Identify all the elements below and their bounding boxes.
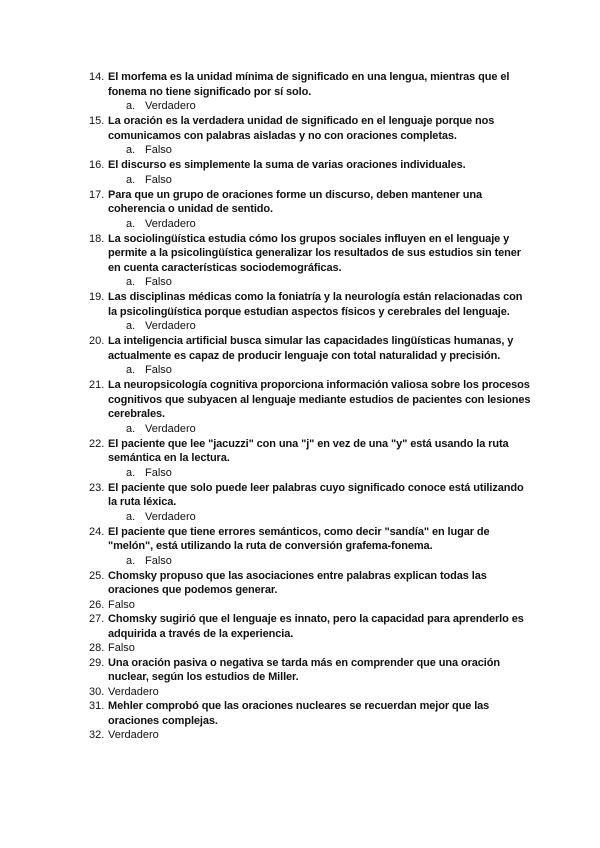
answer-14	[0, 99, 600, 114]
item-30	[0, 685, 600, 700]
question-27	[0, 612, 600, 641]
item-32	[0, 728, 600, 743]
question-29	[0, 656, 600, 685]
answer-18	[0, 275, 600, 290]
question-18	[0, 232, 600, 276]
answer-text: Verdadero	[145, 100, 196, 112]
question-number: 19.	[89, 291, 105, 303]
answer-16	[0, 173, 600, 188]
answer-15	[0, 143, 600, 158]
answer-text: Falso	[145, 364, 172, 376]
answer-text: Verdadero	[145, 422, 196, 435]
question-text: El discurso es simplemente la suma de varias oraciones individuales.	[108, 159, 466, 171]
answer-letter: a.	[126, 364, 136, 376]
question-text: Mehler comprobó que las oraciones nucleares se recuerdan mejor que las oraciones complejas.	[108, 700, 490, 727]
question-text: El paciente que solo puede leer palabras cuyo significado conoce está utilizando la ruta léxica.	[108, 481, 524, 508]
answer-24	[0, 554, 600, 569]
question-number: 17.	[89, 188, 105, 201]
question-text: Para que un grupo de oraciones forme un discurso, deben mantener una coherencia o unidad de sentido.	[108, 188, 482, 215]
question-number: 22.	[89, 437, 105, 450]
answer-letter: a.	[126, 217, 136, 230]
question-number: 29.	[89, 656, 105, 669]
answer-letter: a.	[126, 510, 136, 523]
question-number: 31.	[89, 700, 105, 712]
question-text: Chomsky sugirió que el lenguaje es innato, pero la capacidad para aprenderlo es adquirida a través de la experiencia.	[108, 613, 524, 640]
answer-text: Falso	[145, 144, 172, 156]
answer-text: Verdadero	[108, 685, 159, 698]
answer-21	[0, 422, 600, 437]
item-number: 28.	[89, 642, 105, 654]
answer-letter: a.	[126, 276, 136, 288]
answer-text: Falso	[145, 554, 172, 567]
question-text: La sociolingüística estudia cómo los grupos sociales influyen en el lenguaje y permite a la psicolingüística generalizar los resultados de sus estudios sin tener en cuenta características sociodemográficas.	[108, 232, 521, 274]
question-20	[0, 334, 600, 363]
question-number: 15.	[89, 115, 105, 127]
item-26	[0, 598, 600, 613]
item-number: 30.	[89, 685, 105, 698]
answer-text: Falso	[108, 598, 135, 611]
question-number: 18.	[89, 232, 105, 245]
question-number: 16.	[89, 159, 105, 171]
question-number: 23.	[89, 481, 105, 494]
question-number: 24.	[89, 525, 105, 538]
question-text: La oración es la verdadera unidad de significado en el lenguaje porque nos comunicamos con palabras aisladas y no con oraciones completas.	[108, 115, 495, 142]
answer-23	[0, 510, 600, 525]
question-number: 21.	[89, 379, 105, 391]
answer-text: Verdadero	[145, 217, 196, 230]
question-text: El paciente que lee "jacuzzi" con una "j" en vez de una "y" está usando la ruta semántica en la lectura.	[108, 437, 509, 464]
question-19	[0, 290, 600, 319]
question-number: 25.	[89, 569, 105, 582]
answer-letter: a.	[126, 173, 136, 186]
answer-text: Verdadero	[108, 729, 159, 741]
question-text: La inteligencia artificial busca simular las capacidades lingüísticas humanas, y actualmente es capaz de producir lenguaje con total naturalidad y precisión.	[108, 335, 514, 362]
question-17	[0, 188, 600, 217]
answer-text: Verdadero	[145, 510, 196, 523]
question-31	[0, 699, 600, 728]
question-16	[0, 158, 600, 173]
question-21	[0, 378, 600, 422]
question-23	[0, 481, 600, 510]
answer-letter: a.	[126, 466, 136, 479]
question-number: 14.	[89, 71, 105, 83]
answer-letter: a.	[126, 100, 136, 112]
question-text: Las disciplinas médicas como la foniatría y la neurología están relacionadas con la psicolingüística porque estudian aspectos físicos y cerebrales del lenguaje.	[108, 291, 523, 318]
question-text: Chomsky propuso que las asociaciones entre palabras explican todas las oraciones que podemos generar.	[108, 569, 487, 596]
answer-letter: a.	[126, 422, 136, 435]
answer-text: Falso	[145, 173, 172, 186]
answer-17	[0, 217, 600, 232]
item-28	[0, 641, 600, 656]
answer-22	[0, 466, 600, 481]
question-text: La neuropsicología cognitiva proporciona información valiosa sobre los procesos cognitivos que subyacen al lenguaje mediante estudios de pacientes con lesiones cerebrales.	[108, 379, 531, 420]
question-text: Una oración pasiva o negativa se tarda más en comprender que una oración nuclear, según los estudios de Miller.	[108, 656, 500, 683]
answer-text: Falso	[145, 466, 172, 479]
answer-text: Verdadero	[145, 320, 196, 332]
answer-20	[0, 363, 600, 378]
question-number: 20.	[89, 335, 105, 347]
question-text: El paciente que tiene errores semánticos, como decir "sandía" en lugar de "melón", está utilizando la ruta de conversión grafema-fonema.	[108, 525, 490, 552]
question-22	[0, 437, 600, 466]
answer-text: Falso	[108, 642, 135, 654]
question-24	[0, 525, 600, 554]
question-14	[0, 70, 600, 99]
question-number: 27.	[89, 613, 105, 625]
answer-letter: a.	[126, 144, 136, 156]
answer-letter: a.	[126, 554, 136, 567]
question-25	[0, 569, 600, 598]
question-text: El morfema es la unidad mínima de significado en una lengua, mientras que el fonema no tiene significado por sí solo.	[108, 71, 510, 98]
answer-19	[0, 319, 600, 334]
item-number: 26.	[89, 598, 105, 611]
item-number: 32.	[89, 729, 105, 741]
answer-letter: a.	[126, 320, 136, 332]
answer-text: Falso	[145, 276, 172, 288]
document-page	[0, 70, 600, 743]
question-15	[0, 114, 600, 143]
